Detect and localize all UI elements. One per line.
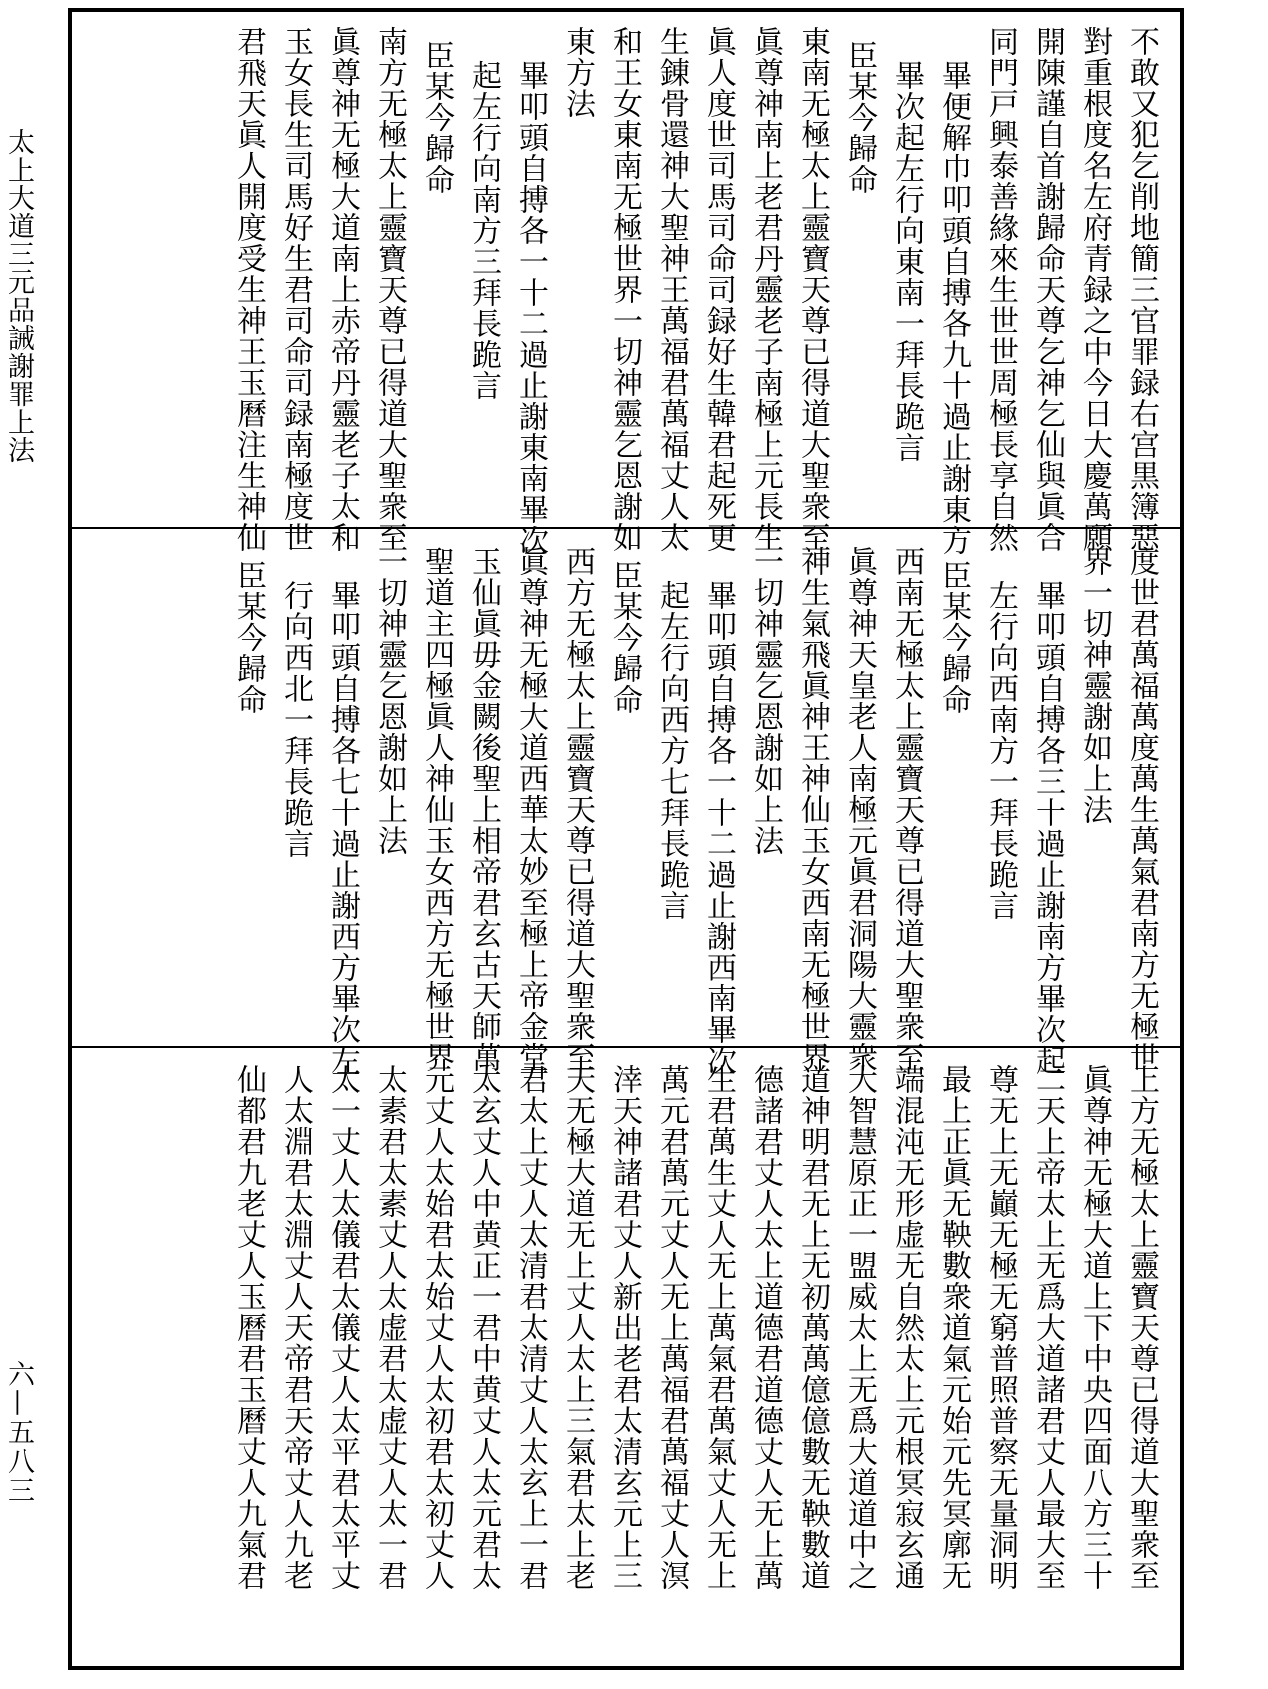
text-column: 元丈人太始君太始丈人太初君太初丈人: [419, 1064, 454, 1591]
text-column: 畢次起左行向東南一拜長跪言: [889, 60, 924, 463]
text-column: 涬天神諸君丈人新出老君太清玄元上三: [607, 1064, 642, 1591]
text-column: 西方无極太上靈寶天尊已得道大聖衆至: [560, 546, 595, 1073]
text-column: 度世君萬福萬度萬生萬氣君南方无極世: [1124, 546, 1159, 1073]
text-column: 眞人度世司馬司命司録好生韓君起死更: [701, 26, 736, 553]
text-column: 和王女東南无極世界一切神靈乞恩謝如: [607, 26, 642, 553]
text-column: 起左行向南方三拜長跪言: [466, 60, 501, 401]
text-column: 對重根度名左府青録之中今日大慶萬願: [1077, 26, 1112, 553]
text-column: 眞尊神无極大道南上赤帝丹靈老子太和: [325, 26, 360, 553]
text-column: 端混沌无形虚无自然太上元根冥寂玄通: [889, 1064, 924, 1591]
text-column: 臣某今歸命: [936, 560, 971, 715]
text-column: 萬元君萬元丈人无上萬福君萬福丈人溟: [654, 1064, 689, 1591]
text-column: 尊无上无巓无極无窮普照普察无量洞明: [983, 1064, 1018, 1591]
text-column: 聖道主四極眞人神仙玉女西方无極世界: [419, 546, 454, 1073]
text-column: 玉仙眞毋金闕後聖上相帝君玄古天師萬: [466, 546, 501, 1073]
text-column: 臣某今歸命: [231, 560, 266, 715]
text-column: 神生氣飛眞神王神仙玉女西南无極世界: [795, 546, 830, 1073]
text-column: 西南无極太上靈寶天尊已得道大聖衆至: [889, 546, 924, 1073]
text-column: 一切神靈乞恩謝如上法: [748, 546, 783, 856]
text-column: 德諸君丈人太上道德君道德丈人无上萬: [748, 1064, 783, 1591]
text-column: 臣某今歸命: [842, 40, 877, 195]
text-column: 眞尊神无極大道上下中央四面八方三十: [1077, 1064, 1112, 1591]
text-column: 眞尊神南上老君丹靈老子南極上元長生: [748, 26, 783, 553]
text-column: 生錬骨還神大聖神王萬福君萬福丈人太: [654, 26, 689, 553]
text-column: 東方法: [560, 26, 595, 119]
text-column: 君飛天眞人開度受生神王玉曆注生神仙: [231, 26, 266, 553]
text-column: 太一丈人太儀君太儀丈人太平君太平丈: [325, 1064, 360, 1591]
scripture-title: 太上大道三元品誡謝罪上法: [3, 128, 34, 464]
text-column: 畢叩頭自搏各一十二過止謝西南畢次: [701, 580, 736, 1076]
text-column: 君太上丈人太清君太清丈人太玄上一君: [513, 1064, 548, 1591]
text-column: 眞尊神天皇老人南極元眞君洞陽大靈衆: [842, 546, 877, 1073]
page-number: 六—五八三: [3, 1360, 34, 1505]
text-column: 同門戸興泰善緣來生世世周極長享自然: [983, 26, 1018, 553]
text-column: 臣某今歸命: [419, 40, 454, 195]
text-column: 太玄丈人中黄正一君中黄丈人太元君太: [466, 1064, 501, 1591]
text-column: 一切神靈乞恩謝如上法: [372, 546, 407, 856]
text-column: 上方无極太上靈寶天尊已得道大聖衆至: [1124, 1064, 1159, 1591]
text-column: 最上正眞无鞅數衆道氣元始元先冥廓无: [936, 1064, 971, 1591]
text-column: 眞尊神无極大道西華太妙至極上帝金堂: [513, 546, 548, 1073]
text-column: 太素君太素丈人太虚君太虚丈人太一君: [372, 1064, 407, 1591]
text-column: 畢叩頭自搏各一十二過止謝東南畢次: [513, 60, 548, 556]
text-column: 開陳謹自首謝歸命天尊乞神乞仙與眞合: [1030, 26, 1065, 553]
text-column: 東南无極太上靈寶天尊已得道大聖衆至: [795, 26, 830, 553]
text-column: 南方无極太上靈寶天尊已得道大聖衆至: [372, 26, 407, 553]
text-column: 起左行向西方七拜長跪言: [654, 580, 689, 921]
text-column: 生君萬生丈人无上萬氣君萬氣丈人无上: [701, 1064, 736, 1591]
text-column: 人太淵君太淵丈人天帝君天帝丈人九老: [278, 1064, 313, 1591]
text-column: 仙都君九老丈人玉曆君玉曆丈人九氣君: [231, 1064, 266, 1591]
text-column: 天无極大道无上丈人太上三氣君太上老: [560, 1064, 595, 1591]
text-column: 不敢又犯乞削地簡三官罪録右宫黒簿惡: [1124, 26, 1159, 553]
text-column: 畢叩頭自搏各三十過止謝南方畢次起: [1030, 580, 1065, 1076]
panel-divider-2: [68, 1046, 1184, 1048]
text-column: 行向西北一拜長跪言: [278, 580, 313, 859]
text-column: 二天上帝太上无爲大道諸君丈人最大至: [1030, 1064, 1065, 1591]
text-column: 畢叩頭自搏各七十過止謝西方畢次左: [325, 580, 360, 1076]
text-column: 大智慧原正一盟威太上无爲大道道中之: [842, 1064, 877, 1591]
text-column: 玉女長生司馬好生君司命司録南極度世: [278, 26, 313, 553]
text-column: 畢便解巾叩頭自搏各九十過止謝東方: [936, 60, 971, 556]
text-column: 道神明君无上无初萬萬億億數无鞅數道: [795, 1064, 830, 1591]
text-column: 臣某今歸命: [607, 560, 642, 715]
text-column: 左行向西南方一拜長跪言: [983, 580, 1018, 921]
text-column: 界一切神靈謝如上法: [1077, 546, 1112, 825]
